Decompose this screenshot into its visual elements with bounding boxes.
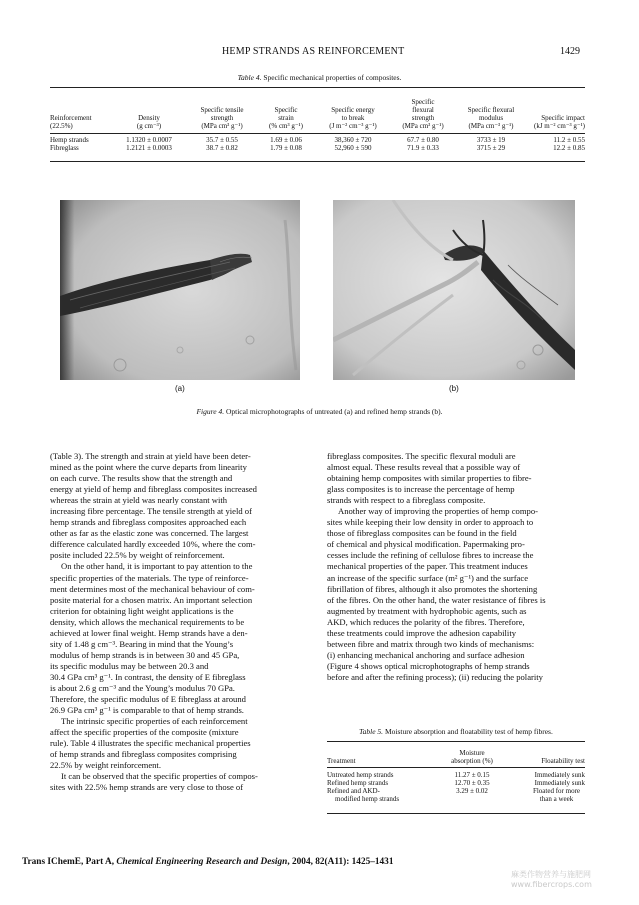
table5-col-header: Moisture absorption (%) [451, 749, 493, 765]
journal-citation: , 2004, 82(A11): 1425–1431 [287, 857, 394, 867]
table4-col-header: Specific strain (% cm³ g⁻¹) [269, 106, 303, 130]
journal-footer [22, 857, 393, 867]
table4-col-header: Specific impact (kJ m⁻² cm⁻³ g⁻¹) [533, 114, 585, 130]
table-cell: Hemp strands [50, 136, 89, 144]
table-row [50, 136, 585, 144]
table-cell: 52,960 ± 590 [334, 144, 372, 152]
paragraph: The intrinsic specific properties of each reinforcement affect the specific properties of the composite (mixture rule). Table 4 illustrates the specific mechanical properties of hemp strands and fibreglass composites comprising 22.5% by weight reinforcement. [50, 716, 251, 771]
table5-top-rule [327, 741, 585, 742]
table5-col-header: Treatment [327, 757, 356, 765]
table-row [327, 787, 585, 803]
figure4-panel-a-label: (a) [175, 384, 185, 393]
paragraph: Another way of improving the properties of hemp compo- sites while keeping their low density in order to approach to those of fibreglass composites can be found in the field of chemical and physical modification. Papermaking pro- cesses include the refining of cellulose fibres to increase the mechanical properties of the paper. This treatment induces an increase of the specific surface (m² g⁻¹) and the surface fibrillation of fibres, although it also promotes the shortening of the fibres. On the other hand, the water resistance of fibres is augmented by treatment with hydrophobic agents, such as AKD, which reduces the polarity of the fibres. Therefore, these treatments could improve the adhesion capability between fibre and matrix through two kinds of mechanisms: (i) enhancing mechanical anchoring and surface adhesion (Figure 4 shows optical microphotographs of hemp strands before and after the refining process); (ii) reducing the polarity [327, 506, 546, 682]
table4-col-header: Specific flexural modulus (MPa cm⁻³ g⁻¹) [467, 106, 515, 130]
table-cell: 1.1320 ± 0.0007 [126, 136, 172, 144]
table-cell: Fibreglass [50, 144, 79, 152]
watermark-line2: www.fibercrops.com [511, 880, 592, 889]
table4-header-row [50, 90, 585, 130]
watermark [511, 870, 592, 890]
running-head [0, 46, 639, 60]
table-cell: 1.69 ± 0.06 [270, 136, 302, 144]
table-cell: 3715 ± 29 [476, 144, 506, 152]
table-row [50, 144, 585, 152]
table5-col-header: Floatability test [541, 757, 585, 765]
table-cell: 38,360 ± 720 [334, 136, 372, 144]
table5-bottom-rule [327, 813, 585, 814]
table-cell: Refined hemp strands [327, 779, 389, 787]
table-cell: Refined and AKD- modified hemp strands [327, 787, 400, 803]
table-cell: Floated for more than a week [532, 787, 581, 803]
table-cell: 71.9 ± 0.33 [407, 144, 439, 152]
table-cell: Untreated hemp strands [327, 771, 394, 779]
running-title: HEMP STRANDS AS REINFORCEMENT [222, 46, 405, 57]
figure4-panel-a-photo [60, 200, 300, 380]
table4-col-header: Specific energy to break (J m⁻² cm⁻³ g⁻¹) [329, 106, 377, 130]
paragraph: fibreglass composites. The specific flexural moduli are almost equal. These results reveal that a possible way of obtaining hemp composites with similar properties to fibre- glass composites is to increase the percentage of hemp strands with respect to a fibreglass composite. [327, 451, 532, 506]
figure4-caption [0, 407, 639, 416]
figure4-panel-b-label: (b) [449, 384, 459, 393]
journal-name: Trans IChemE, Part A, [22, 857, 115, 867]
table-cell: Immediately sunk [534, 779, 585, 787]
untreated-hemp-strand-image [60, 200, 300, 380]
table4 [50, 90, 585, 152]
table4-col-header: Specific tensile strength (MPa cm³ g⁻¹) [200, 106, 244, 130]
table-cell: 12.70 ± 0.35 [454, 779, 490, 787]
table-cell: 3.29 ± 0.02 [456, 787, 488, 795]
table4-col-header: Reinforcement (22.5%) [50, 114, 92, 130]
right-text-column [327, 451, 585, 683]
table5-caption-text: Moisture absorption and floatability test of hemp fibres. [384, 727, 553, 736]
table-cell: 12.2 ± 0.85 [553, 144, 585, 152]
table4-col-header: Specific flexural strength (MPa cm³ g⁻¹) [402, 98, 444, 130]
table-cell: 67.7 ± 0.80 [407, 136, 439, 144]
table4-caption [0, 73, 639, 82]
table-cell: 11.27 ± 0.15 [454, 771, 490, 779]
table4-caption-label: Table 4. [237, 73, 262, 82]
figure4-panel-b-photo [333, 200, 575, 380]
table-row [327, 779, 585, 787]
page-number: 1429 [560, 46, 580, 57]
table5-caption [327, 727, 585, 736]
paragraph: (Table 3). The strength and strain at yield have been deter- mined as the point where the curve departs from linearity on each curve. The results show that the strength and energy at yield of hemp and fibreglass composites increased whereas the strain at yield was nearly constant with increasing fibre percentage. The tensile strength at yield of hemp strands and fibreglass composites approached each other as far as the elastic zone was concerned. The largest difference calculated hardly exceeded 10%, where the com- posite included 22.5% by weight of reinforcement. [50, 451, 257, 561]
journal-italic-name: Chemical Engineering Research and Design [116, 857, 288, 867]
table-cell: 38.7 ± 0.82 [206, 144, 238, 152]
table4-top-rule [50, 87, 585, 88]
table-cell: Immediately sunk [534, 771, 585, 779]
table-cell: 3733 ± 19 [476, 136, 506, 144]
table-cell: 35.7 ± 0.55 [206, 136, 238, 144]
figure4-caption-text: Optical microphotographs of untreated (a) and refined hemp strands (b). [225, 407, 443, 416]
table4-caption-text: Specific mechanical properties of composites. [263, 73, 402, 82]
table-cell: 11.2 ± 0.55 [553, 136, 585, 144]
watermark-line1: 麻类作物营养与施肥网 [511, 870, 591, 879]
paragraph: On the other hand, it is important to pay attention to the specific properties of the materials. The type of reinforce- ment determines most of the mechanical behaviour of com- posite material for a chosen matrix. An important selection criterion for obtaining light weight applications is the density, which allows the mechanical requirements to be achieved at lower final weight. Hemp strands have a den- sity of 1.48 g cm⁻³. Bearing in mind that the Young’s modulus of hemp strands is in between 30 and 45 GPa, its specific modulus may be between 20.3 and 30.4 GPa cm³ g⁻¹. In contrast, the density of E fibreglass is about 2.6 g cm⁻³ and the Young’s modulus 70 GPa. Therefore, the specific modulus of E fibreglass at around 26.9 GPa cm³ g⁻¹ is comparable to that of hemp strands. [50, 561, 255, 716]
paragraph: It can be observed that the specific properties of compos- sites with 22.5% hemp strands are very close to those of [50, 771, 258, 793]
table4-bottom-rule [50, 161, 585, 162]
table-cell: 1.79 ± 0.08 [270, 144, 302, 152]
figure4-caption-label: Figure 4. [196, 407, 225, 416]
table5-header-row [327, 744, 585, 765]
table5-caption-label: Table 5. [359, 727, 384, 736]
table-row [327, 771, 585, 779]
table-cell: 1.2121 ± 0.0003 [126, 144, 172, 152]
table4-col-header: Density (g cm⁻³) [136, 114, 162, 130]
refined-hemp-strand-image [333, 200, 575, 380]
table5 [327, 744, 585, 803]
left-text-column [50, 451, 308, 793]
